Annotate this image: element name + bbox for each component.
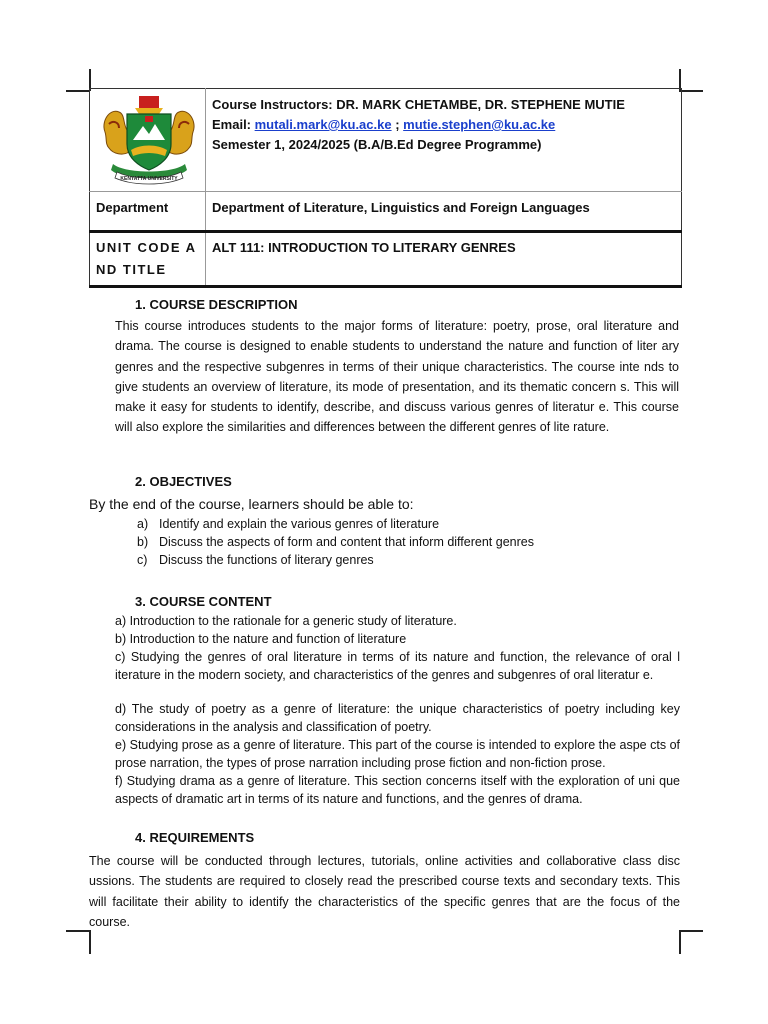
objective-text: Discuss the aspects of form and content that inform different genres <box>159 535 534 549</box>
unit-code-value: ALT 111: INTRODUCTION TO LITERARY GENRES <box>206 232 682 287</box>
instructors-line <box>212 95 673 115</box>
course-description-body: This course introduces students to the major forms of literature: poetry, prose, oral literature and drama. The course is designed to enable students to understand the nature and function of liter ary genres and the respective subgenres in terms of their unique characteristics. The course inte nds to give students an overview of literature, its mode of presentation, and its thematic concern s. This will make it easy for students to identify, describe, and discuss various genres of literatur e. This course will also explore the similarities and differences between the different genres of lite rature. <box>115 319 679 435</box>
content-item: c) Studying the genres of oral literature in terms of its nature and function, the relevance of oral l iterature in the modern society, and characteristics of the genres and subgenres of oral literatur e. <box>115 650 680 682</box>
instructors-label: Course Instructors: <box>212 97 337 112</box>
requirements-heading: 4. REQUIREMENTS <box>135 830 255 845</box>
requirements-body: The course will be conducted through lectures, tutorials, online activities and collaborative class disc ussions. The students are required to closely read the prescribed course texts and secondary texts. This will facilitate their ability to identify the characteristics of the specific genres that are the focus of the course. <box>89 854 680 929</box>
instructor-info-cell <box>206 89 682 192</box>
content-item: f) Studying drama as a genre of literature. This section concerns itself with the exploration of uni que aspects of dramatic art in terms of its nature and functions, and the genres of drama. <box>115 774 680 806</box>
content-item: d) The study of poetry as a genre of literature: the unique characteristics of poetry including key considerations in the analysis and classification of poetry. <box>115 702 680 734</box>
crop-mark-bottom-left-h <box>66 930 90 932</box>
crop-mark-bottom-left-v <box>89 930 91 954</box>
email-link-mutali[interactable]: mutali.mark@ku.ac.ke <box>254 117 392 132</box>
semester-line: Semester 1, 2024/2025 (B.A/B.Ed Degree Programme) <box>212 137 542 152</box>
objective-item <box>137 551 374 569</box>
crop-mark-top-left-h <box>66 90 90 92</box>
course-header-table <box>89 88 682 288</box>
objectives-heading: 2. OBJECTIVES <box>135 474 232 489</box>
crop-mark-bottom-right-v <box>679 930 681 954</box>
crop-mark-top-right-h <box>679 90 703 92</box>
department-label: Department <box>90 192 206 232</box>
course-content-heading: 3. COURSE CONTENT <box>135 594 272 609</box>
objective-item <box>137 515 439 533</box>
objectives-intro: By the end of the course, learners should be able to: <box>89 496 414 512</box>
svg-text:KENYATTA UNIVERSITY: KENYATTA UNIVERSITY <box>120 176 178 182</box>
objective-label: c) <box>137 553 148 567</box>
logo-cell <box>90 89 206 192</box>
email-label: Email: <box>212 117 255 132</box>
email-line <box>212 115 673 135</box>
content-item: a) Introduction to the rationale for a generic study of literature. <box>115 614 457 628</box>
unit-code-label: UNIT CODE AND TITLE <box>90 232 206 287</box>
content-item: b) Introduction to the nature and function of literature <box>115 632 407 646</box>
email-link-mutie[interactable]: mutie.stephen@ku.ac.ke <box>403 117 556 132</box>
department-value: Department of Literature, Linguistics and Foreign Languages <box>206 192 682 232</box>
objective-label: a) <box>137 517 149 531</box>
objective-item <box>137 533 534 551</box>
course-description-heading: 1. COURSE DESCRIPTION <box>135 297 298 312</box>
objective-text: Identify and explain the various genres of literature <box>159 517 440 531</box>
university-logo-icon <box>99 94 199 190</box>
email-separator: ; <box>391 117 404 132</box>
instructors-names: DR. MARK CHETAMBE, DR. STEPHENE MUTIE <box>336 97 625 112</box>
content-item: e) Studying prose as a genre of literature. This part of the course is intended to explore the aspe cts of prose narration, the types of prose narration including prose fiction and non-fiction prose. <box>115 738 680 770</box>
objective-text: Discuss the functions of literary genres <box>159 553 374 567</box>
objective-label: b) <box>137 535 149 549</box>
crop-mark-bottom-right-h <box>679 930 703 932</box>
